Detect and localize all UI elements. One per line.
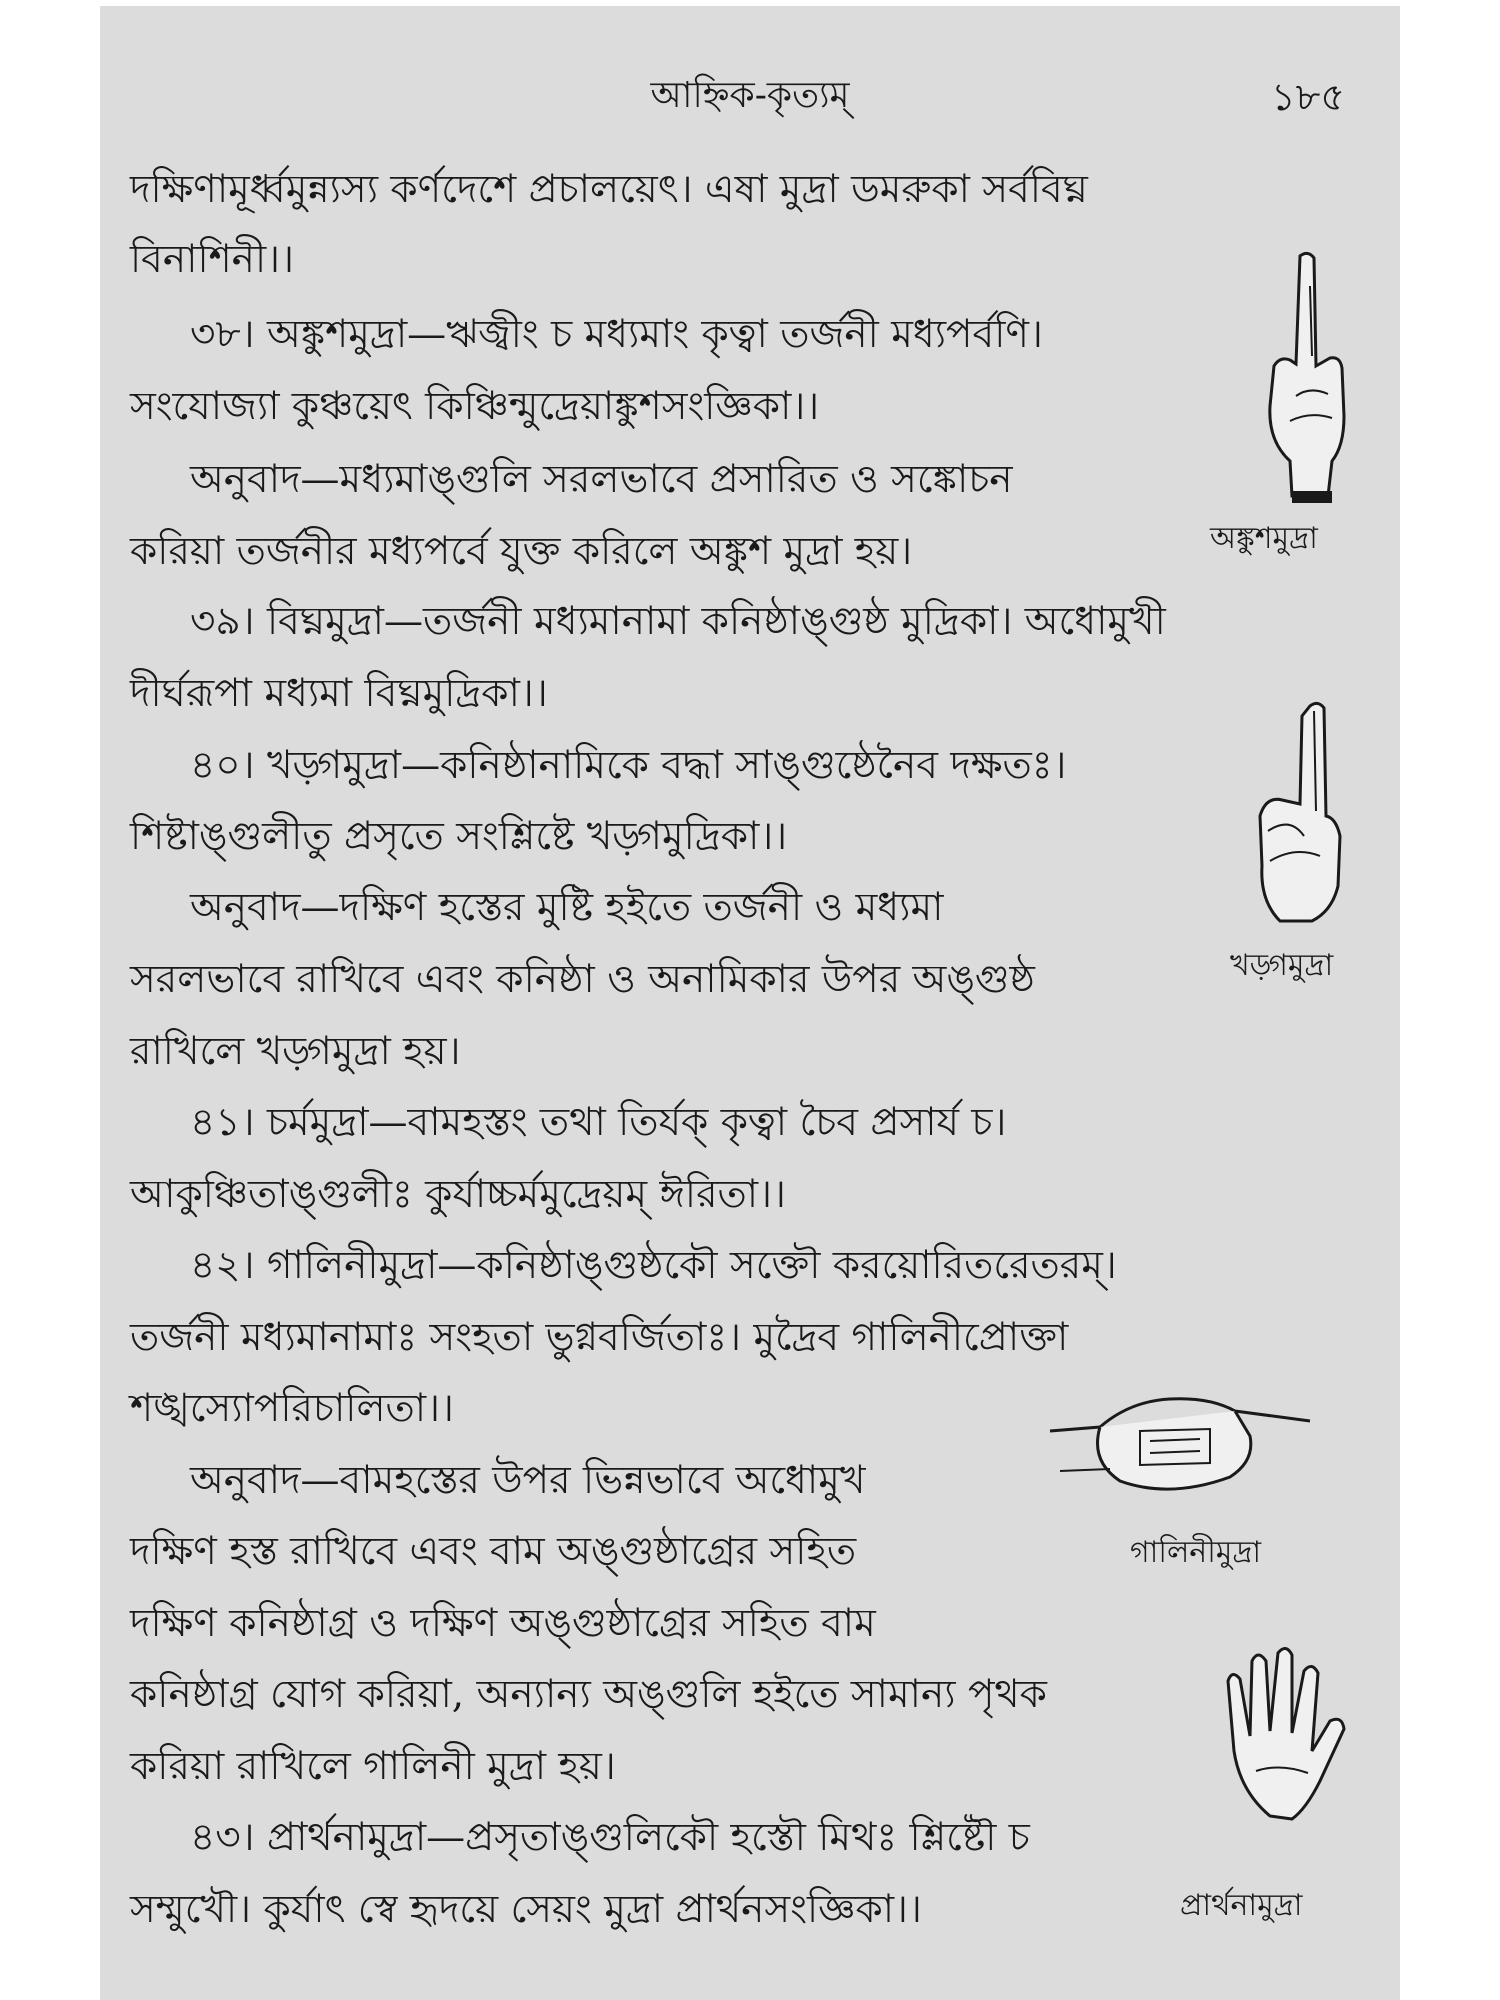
text-line: করিয়া রাখিলে গালিনী মুদ্রা হয়। bbox=[130, 1744, 616, 1789]
text-line: দক্ষিণ কনিষ্ঠাগ্র ও দক্ষিণ অঙ্গুষ্ঠাগ্রের সহিত বাম bbox=[130, 1601, 876, 1646]
figure-caption: অঙ্কুশমুদ্রা bbox=[1210, 521, 1318, 556]
figure-caption: খড়্গমুদ্রা bbox=[1230, 948, 1334, 983]
text-line: তর্জনী মধ্যমানামাঃ সংহতা ভুগ্নবর্জিতাঃ। মুদ্রৈব গালিনীপ্রোক্তা bbox=[130, 1315, 1069, 1360]
book-page bbox=[100, 6, 1400, 2000]
text-line: সংযোজ্যা কুঞ্চয়েৎ কিঞ্চিন্মুদ্রেয়াঙ্কুশসংজ্ঞিকা।। bbox=[130, 384, 820, 429]
text-line: সম্মুখৌ। কুর্যাৎ স্বে হৃদয়ে সেয়ং মুদ্রা প্রার্থনসংজ্ঞিকা।। bbox=[130, 1887, 922, 1932]
page-number: ১৮৫ bbox=[1271, 75, 1345, 119]
text-line: ৩৮। অঙ্কুশমুদ্রা—ঋজ্বীং চ মধ্যমাং কৃত্বা তর্জনী মধ্যপর্বণি। bbox=[190, 312, 1043, 357]
text-line: বিনাশিনী।। bbox=[130, 237, 295, 282]
prarthana-mudra-hands-icon bbox=[1200, 1641, 1370, 1826]
text-line: ৩৯। বিঘ্নমুদ্রা—তর্জনী মধ্যমানামা কনিষ্ঠাঙ্গুষ্ঠ মুদ্রিকা। অধোমুখী bbox=[190, 599, 1166, 644]
text-line: অনুবাদ—বামহস্তের উপর ভিন্নভাবে অধোমুখ bbox=[190, 1458, 866, 1503]
text-line: করিয়া তর্জনীর মধ্যপর্বে যুক্ত করিলে অঙ্কুশ মুদ্রা হয়। bbox=[130, 529, 913, 574]
text-line: ৪০। খড়্গমুদ্রা—কনিষ্ঠানামিকে বদ্ধা সাঙ্গুষ্ঠেনৈব দক্ষতঃ। bbox=[190, 743, 1067, 788]
figure-caption: প্রার্থনামুদ্রা bbox=[1180, 1888, 1303, 1923]
text-line: কনিষ্ঠাগ্র যোগ করিয়া, অন্যান্য অঙ্গুলি হইতে সামান্য পৃথক bbox=[130, 1672, 1047, 1717]
ankush-mudra-hand-icon bbox=[1240, 246, 1370, 506]
text-line: আকুঞ্চিতাঙ্গুলীঃ কুর্যাচ্চর্মমুদ্রেয়ম্ ঈরিতা।। bbox=[130, 1172, 786, 1217]
running-title: আহ্নিক-কৃত্যম্ bbox=[650, 75, 850, 116]
text-line: অনুবাদ—মধ্যমাঙ্গুলি সরলভাবে প্রসারিত ও সঙ্কোচন bbox=[190, 457, 1013, 502]
figure-caption: গালিনীমুদ্রা bbox=[1130, 1535, 1262, 1570]
text-line: ৪৩। প্রার্থনামুদ্রা—প্রসৃতাঙ্গুলিকৌ হস্তৌ মিথঃ শ্লিষ্টৌ চ bbox=[190, 1815, 1030, 1860]
khadga-mudra-hand-icon bbox=[1240, 696, 1370, 936]
text-line: শিষ্টাঙ্গুলীতু প্রসৃতে সংশ্লিষ্টে খড়্গমুদ্রিকা।। bbox=[130, 814, 788, 859]
text-line: সরলভাবে রাখিবে এবং কনিষ্ঠা ও অনামিকার উপর অঙ্গুষ্ঠ bbox=[130, 957, 1035, 1002]
text-line: শঙ্খস্যোপরিচালিতা।। bbox=[130, 1386, 454, 1431]
text-line: দক্ষিণ হস্ত রাখিবে এবং বাম অঙ্গুষ্ঠাগ্রের সহিত bbox=[130, 1529, 857, 1574]
page-header bbox=[100, 68, 1400, 128]
text-line: দক্ষিণামূর্ধ্বমুন্ন্যস্য কর্ণদেশে প্রচালয়েৎ। এষা মুদ্রা ডমরুকা সর্ববিঘ্ন bbox=[130, 167, 1088, 212]
text-line: দীর্ঘরূপা মধ্যমা বিঘ্নমুদ্রিকা।। bbox=[130, 671, 548, 716]
text-line: ৪২। গালিনীমুদ্রা—কনিষ্ঠাঙ্গুষ্ঠকৌ সক্তৌ করয়োরিতরেতরম্। bbox=[190, 1243, 1117, 1288]
galini-mudra-hands-icon bbox=[1040, 1381, 1320, 1511]
text-line: রাখিলে খড়্গমুদ্রা হয়। bbox=[130, 1029, 461, 1074]
text-line: ৪১। চর্মমুদ্রা—বামহস্তং তথা তির্যক্ কৃত্বা চৈব প্রসার্য চ। bbox=[190, 1100, 1007, 1145]
text-line: অনুবাদ—দক্ষিণ হস্তের মুষ্টি হইতে তর্জনী ও মধ্যমা bbox=[190, 885, 944, 930]
